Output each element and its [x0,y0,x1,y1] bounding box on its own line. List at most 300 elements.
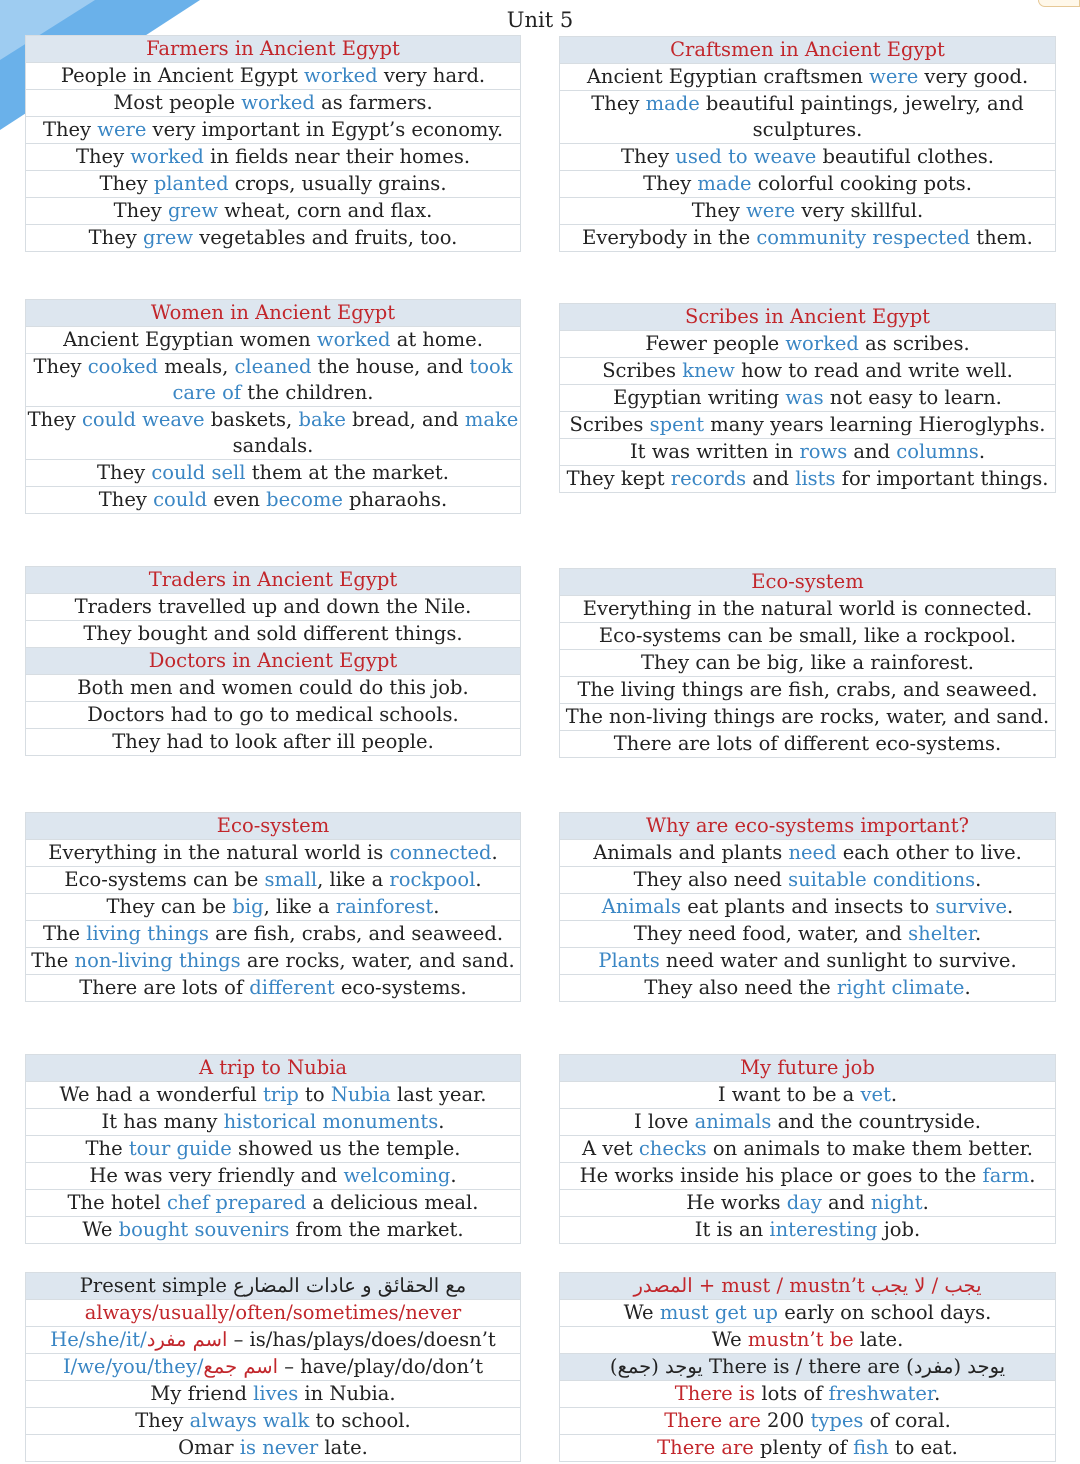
sentence-text: job. [877,1218,921,1241]
sentence-text: lots of [755,1382,829,1405]
card-must-mustnt [559,1272,1056,1462]
highlighted-word: big [232,895,264,918]
highlighted-word: rows [799,440,848,463]
card-title: A trip to Nubia [25,1054,521,1082]
sentence-text: They [135,1409,190,1432]
sentence-text: colorful cooking pots. [751,172,972,195]
sentence-row [559,171,1056,198]
sentence-row [25,675,521,702]
sentence-text: Scribes [602,359,683,382]
sentence-text: The [85,1137,129,1160]
sentence-row [25,171,521,198]
highlighted-word: suitable conditions [788,868,976,891]
unit-title: Unit 5 [506,8,574,32]
highlighted-word: اسم جمع [203,1355,279,1378]
sentence-text: They [643,172,698,195]
highlighted-word: types [810,1409,864,1432]
card-present-simple [25,1272,521,1462]
sentence-row [25,407,521,460]
sentence-text: The hotel [67,1191,167,1214]
sentence-text: We [82,1218,119,1241]
sentence-text: The non-living things are rocks, water, and sand. [565,705,1050,728]
sentence-text: We had a wonderful [59,1083,263,1106]
sentence-text: in fields near their homes. [203,145,471,168]
highlighted-word: could [153,488,208,511]
card-subheading: Doctors in Ancient Egypt [25,648,521,675]
highlighted-word: different [249,976,335,999]
sentence-text: They [620,145,676,168]
sentence-row [559,623,1056,650]
highlighted-word: made [645,92,700,115]
highlighted-word: worked [130,145,204,168]
highlighted-word: historical monuments [223,1110,439,1133]
sentence-text: . [1029,1164,1036,1187]
sentence-text: wheat, corn and flax. [218,199,433,222]
sentence-row [559,975,1056,1002]
highlighted-word: trip [262,1083,299,1106]
highlighted-word: was [785,386,824,409]
highlighted-word: is [239,1436,257,1459]
sentence-row [25,1408,521,1435]
sentence-text: – have/play/do/don’t [278,1355,484,1378]
sentence-text: baskets, [204,408,299,431]
sentence-text: . [975,922,982,945]
sentence-text: We [623,1301,660,1324]
card-future-job [559,1054,1056,1244]
highlighted-word: farm [982,1164,1030,1187]
highlighted-word: There are [664,1409,761,1432]
sentence-text: sandals. [232,434,314,457]
sentence-text: from the market. [289,1218,464,1241]
sentence-text: are fish, crabs, and seaweed. [208,922,504,945]
highlighted-word: freshwater [828,1382,935,1405]
highlighted-word: non-living things [74,949,241,972]
sentence-row [559,1217,1056,1244]
sentence-text: There are lots of [79,976,250,999]
sentence-text: , like a [263,895,336,918]
highlighted-word: Nubia [330,1083,391,1106]
highlighted-word: chef prepared [166,1191,307,1214]
sentence-text: in Nubia. [298,1382,396,1405]
sentence-text: They [691,199,747,222]
highlighted-word: He/she/it/ [50,1328,147,1351]
sentence-row [559,358,1056,385]
sentence-text: eco-systems. [334,976,467,999]
highlighted-word: columns [896,440,979,463]
sentence-text: I love [633,1110,695,1133]
sentence-text: They [27,408,82,431]
sentence-text: . [438,1110,445,1133]
highlighted-word: checks [638,1137,707,1160]
sentence-text: They [99,172,154,195]
sentence-row [25,1300,521,1327]
highlighted-word: night [870,1191,923,1214]
sentence-text: They [98,488,154,511]
sentence-text: He works inside his place or goes to the [579,1164,983,1187]
sentence-text: They [88,226,143,249]
sentence-text: as farmers. [314,91,433,114]
sentence-text: need water and sunlight to survive. [659,949,1017,972]
card-title: Craftsmen in Ancient Egypt [559,36,1056,64]
highlighted-word: اسم مفرد [146,1328,228,1351]
sentence-row [559,466,1056,493]
sentence-row [25,1136,521,1163]
card-craftsmen [559,36,1056,252]
highlighted-word: could sell [151,461,246,484]
sentence-text: They [42,118,98,141]
sentence-text: . [975,868,982,891]
highlighted-word: vet [860,1083,891,1106]
card-nubia [25,1054,521,1244]
sentence-text: . [978,440,986,463]
sentence-text: at home. [390,328,483,351]
highlighted-word: lists [795,467,836,490]
sentence-text: to [298,1083,331,1106]
sentence-row [25,1381,521,1408]
sentence-text: They [591,92,646,115]
sentence-text: crops, usually grains. [228,172,447,195]
sentence-text: late. [318,1436,368,1459]
page-tab [1038,0,1080,7]
sentence-text: pharaohs. [342,488,448,511]
highlighted-word: never [262,1436,319,1459]
sentence-row [559,1435,1056,1462]
sentence-text: them. [970,226,1033,249]
sentence-row [25,1163,521,1190]
sentence-text: Eco-systems can be [64,868,265,891]
sentence-text: Ancient Egyptian craftsmen [586,65,870,88]
sentence-text: The living things are fish, crabs, and seaweed. [577,678,1038,701]
highlighted-word: cooked [87,355,159,378]
sentence-text: of coral. [863,1409,951,1432]
highlighted-word: made [697,172,752,195]
sentence-text: each other to live. [836,841,1022,864]
highlighted-word: always walk [189,1409,310,1432]
sentence-text: – is/has/plays/does/doesn’t [227,1328,496,1351]
sentence-text: They need food, water, and [633,922,909,945]
sentence-text: even [207,488,267,511]
sentence-text: the house, and [311,355,470,378]
sentence-row [25,594,521,621]
sentence-row [559,894,1056,921]
sentence-text: He was very friendly and [89,1164,344,1187]
highlighted-word: living things [86,922,209,945]
card-traders-doctors [25,566,521,756]
card-title: My future job [559,1054,1056,1082]
sentence-text: They can be [106,895,233,918]
highlighted-word: records [670,467,747,490]
sentence-text: They had to look after ill people. [112,730,434,753]
highlighted-word: tour guide [128,1137,232,1160]
sentence-row [25,144,521,171]
card-farmers [25,35,521,252]
sentence-row [25,117,521,144]
highlighted-word: worked [316,328,391,351]
sentence-row [25,894,521,921]
sentence-text: bread, and [345,408,465,431]
sentence-row [559,91,1056,144]
sentence-text: We [711,1328,748,1351]
sentence-row [559,867,1056,894]
card-title: Scribes in Ancient Egypt [559,303,1056,331]
sentence-text: last year. [390,1083,487,1106]
sentence-text: The [42,922,87,945]
sentence-text: It is an [694,1218,770,1241]
sentence-row [25,621,521,648]
sentence-text: . [934,1382,941,1405]
sentence-text: for important things. [835,467,1049,490]
highlighted-word: survive [935,895,1008,918]
highlighted-word: took care of [172,355,513,404]
sentence-text: Ancient Egyptian women [63,328,317,351]
highlighted-word: must get up [659,1301,779,1324]
sentence-text: meals, [158,355,235,378]
highlighted-word: day [786,1191,822,1214]
sentence-row [25,1217,521,1244]
highlighted-word: There are [657,1436,754,1459]
card-subheading: يوجد (جمع) There is / there are يوجد (مفرد) [559,1354,1056,1381]
highlighted-word: small [264,868,318,891]
sentence-text: They bought and sold different things. [83,622,463,645]
highlighted-word: worked [304,64,378,87]
sentence-text: to eat. [888,1436,958,1459]
sentence-row [25,225,521,252]
sentence-text: plenty of [753,1436,854,1459]
sentence-text: They also need [633,868,789,891]
highlighted-word: fish [853,1436,889,1459]
sentence-row [559,1327,1056,1354]
sentence-text: Scribes [569,413,650,436]
highlighted-word: worked [785,332,859,355]
sentence-row [25,1327,521,1354]
sentence-text: They also need the [644,976,837,999]
sentence-text: They can be big, like a rainforest. [641,651,974,674]
sentence-row [25,1109,521,1136]
highlighted-word: need [788,841,837,864]
sentence-text: Fewer people [645,332,786,355]
card-why-ecosystems [559,812,1056,1002]
sentence-text: . [491,841,498,864]
sentence-row [25,867,521,894]
highlighted-word: community respected [756,226,971,249]
sentence-text: The [31,949,75,972]
sentence-text: 200 [760,1409,811,1432]
sentence-row [25,840,521,867]
sentence-row [559,1408,1056,1435]
sentence-row [559,144,1056,171]
sentence-row [25,487,521,514]
sentence-text: showed us the temple. [231,1137,461,1160]
sentence-row [559,1163,1056,1190]
sentence-text: Doctors had to go to medical schools. [87,703,459,726]
highlighted-word: become [266,488,343,511]
card-title: Traders in Ancient Egypt [25,566,521,594]
sentence-text: Everything in the natural world is [48,841,390,864]
highlighted-word: welcoming [343,1164,451,1187]
sentence-row [25,948,521,975]
card-ecosystem-2 [25,812,521,1002]
sentence-row [559,840,1056,867]
card-title: Farmers in Ancient Egypt [25,35,521,63]
highlighted-word: animals [694,1110,772,1133]
sentence-row [559,64,1056,91]
sentence-row [559,596,1056,623]
sentence-text: Most people [113,91,242,114]
sentence-text: vegetables and fruits, too. [193,226,458,249]
sentence-text: They kept [566,467,671,490]
highlighted-word: rockpool [389,868,476,891]
sentence-text: It has many [101,1110,224,1133]
highlighted-word: cleaned [234,355,312,378]
sentence-row [559,704,1056,731]
sentence-row [559,1381,1056,1408]
sentence-row [559,677,1056,704]
sentence-text: Traders travelled up and down the Nile. [74,595,472,618]
sentence-text: to school. [309,1409,411,1432]
sentence-text: . [433,895,440,918]
highlighted-word: Plants [598,949,660,972]
sentence-text: , like a [317,868,390,891]
sentence-text: My friend [150,1382,254,1405]
card-scribes [559,303,1056,493]
sentence-text: . [1007,895,1014,918]
sentence-row [25,729,521,756]
sentence-row [25,90,521,117]
sentence-row [25,921,521,948]
sentence-row [25,198,521,225]
sentence-row [25,460,521,487]
sentence-text: Everybody in the [582,226,757,249]
highlighted-word: always/usually/often/sometimes/never [84,1301,462,1324]
highlighted-word: knew [682,359,735,382]
sentence-row [559,385,1056,412]
highlighted-word: connected [389,841,492,864]
sentence-text: . [475,868,482,891]
sentence-row [25,63,521,90]
sentence-row [559,225,1056,252]
highlighted-word: were [746,199,796,222]
highlighted-word: spent [649,413,705,436]
sentence-row [559,731,1056,758]
sentence-text: a delicious meal. [306,1191,479,1214]
sentence-text: . [890,1083,898,1106]
card-ecosystem-1 [559,568,1056,758]
sentence-text: They [33,355,88,378]
sentence-text: They [113,199,168,222]
sentence-text: Egyptian writing [613,386,786,409]
highlighted-word: right climate [836,976,965,999]
highlighted-word: used to weave [675,145,817,168]
sentence-text: There are lots of different eco-systems. [613,732,1002,755]
sentence-text: Animals and plants [593,841,789,864]
sentence-text: beautiful paintings, jewelry, and sculptures. [699,92,1024,141]
sentence-text: They [97,461,152,484]
sentence-text: Everything in the natural world is connected. [582,597,1033,620]
sentence-text: Eco-systems can be small, like a rockpool. [598,624,1017,647]
sentence-row [559,1190,1056,1217]
sentence-text: are rocks, water, and sand. [240,949,515,972]
highlighted-word: grew [142,226,194,249]
highlighted-word: I/we/you/they/ [62,1355,204,1378]
sentence-row [559,1109,1056,1136]
highlighted-word: rainforest [335,895,434,918]
sentence-row [559,1136,1056,1163]
sentence-row [25,702,521,729]
card-women [25,299,521,514]
sentence-row [25,1082,521,1109]
sentence-text: as scribes. [858,332,970,355]
sentence-text: how to read and write well. [734,359,1013,382]
sentence-text: the children. [241,381,374,404]
sentence-row [25,1190,521,1217]
sentence-text: A vet [582,1137,639,1160]
sentence-text: . [450,1164,457,1187]
sentence-text: and [746,467,796,490]
highlighted-word: There is [674,1382,756,1405]
highlighted-word: shelter [908,922,976,945]
sentence-row [559,331,1056,358]
sentence-text: Both men and women could do this job. [77,676,469,699]
sentence-text: eat plants and insects to [681,895,936,918]
sentence-row [559,412,1056,439]
highlighted-word: grew [168,199,219,222]
sentence-row [559,439,1056,466]
highlighted-word: planted [153,172,229,195]
highlighted-word: were [97,118,147,141]
sentence-row [559,650,1056,677]
card-title: Present simple مع الحقائق و عادات المضارع [25,1272,521,1300]
sentence-text: very good. [918,65,1029,88]
card-title: Women in Ancient Egypt [25,299,521,327]
sentence-row [559,948,1056,975]
sentence-text: It was written in [629,440,800,463]
highlighted-word: were [869,65,919,88]
sentence-text: . [922,1191,929,1214]
sentence-text: beautiful clothes. [816,145,995,168]
card-title: Eco-system [25,812,521,840]
highlighted-word: lives [253,1382,299,1405]
sentence-text: He works [686,1191,787,1214]
sentence-text: very important in Egypt’s economy. [146,118,504,141]
sentence-row [25,327,521,354]
sentence-text: I want to be a [717,1083,861,1106]
highlighted-word: bought souvenirs [118,1218,290,1241]
sentence-row [559,921,1056,948]
highlighted-word: mustn’t be [747,1328,854,1351]
highlighted-word: bake [298,408,346,431]
sentence-text: People in Ancient Egypt [60,64,305,87]
sentence-text: and the countryside. [771,1110,982,1133]
card-title: المصدر + must / mustn’t يجب / لا يجب [559,1272,1056,1300]
highlighted-word: worked [241,91,315,114]
sentence-text: early on school days. [778,1301,992,1324]
sentence-text: not easy to learn. [823,386,1002,409]
sentence-text: and [847,440,897,463]
sentence-row [559,198,1056,225]
sentence-text: They [75,145,131,168]
sentence-row [25,1354,521,1381]
sentence-row [25,354,521,407]
highlighted-word: could weave [81,408,205,431]
highlighted-word: make [464,408,519,431]
sentence-text: Omar [178,1436,240,1459]
sentence-text: many years learning Hieroglyphs. [704,413,1046,436]
sentence-row [559,1082,1056,1109]
sentence-row [559,1300,1056,1327]
sentence-text: them at the market. [245,461,449,484]
sentence-row [25,975,521,1002]
sentence-text: late. [853,1328,904,1351]
